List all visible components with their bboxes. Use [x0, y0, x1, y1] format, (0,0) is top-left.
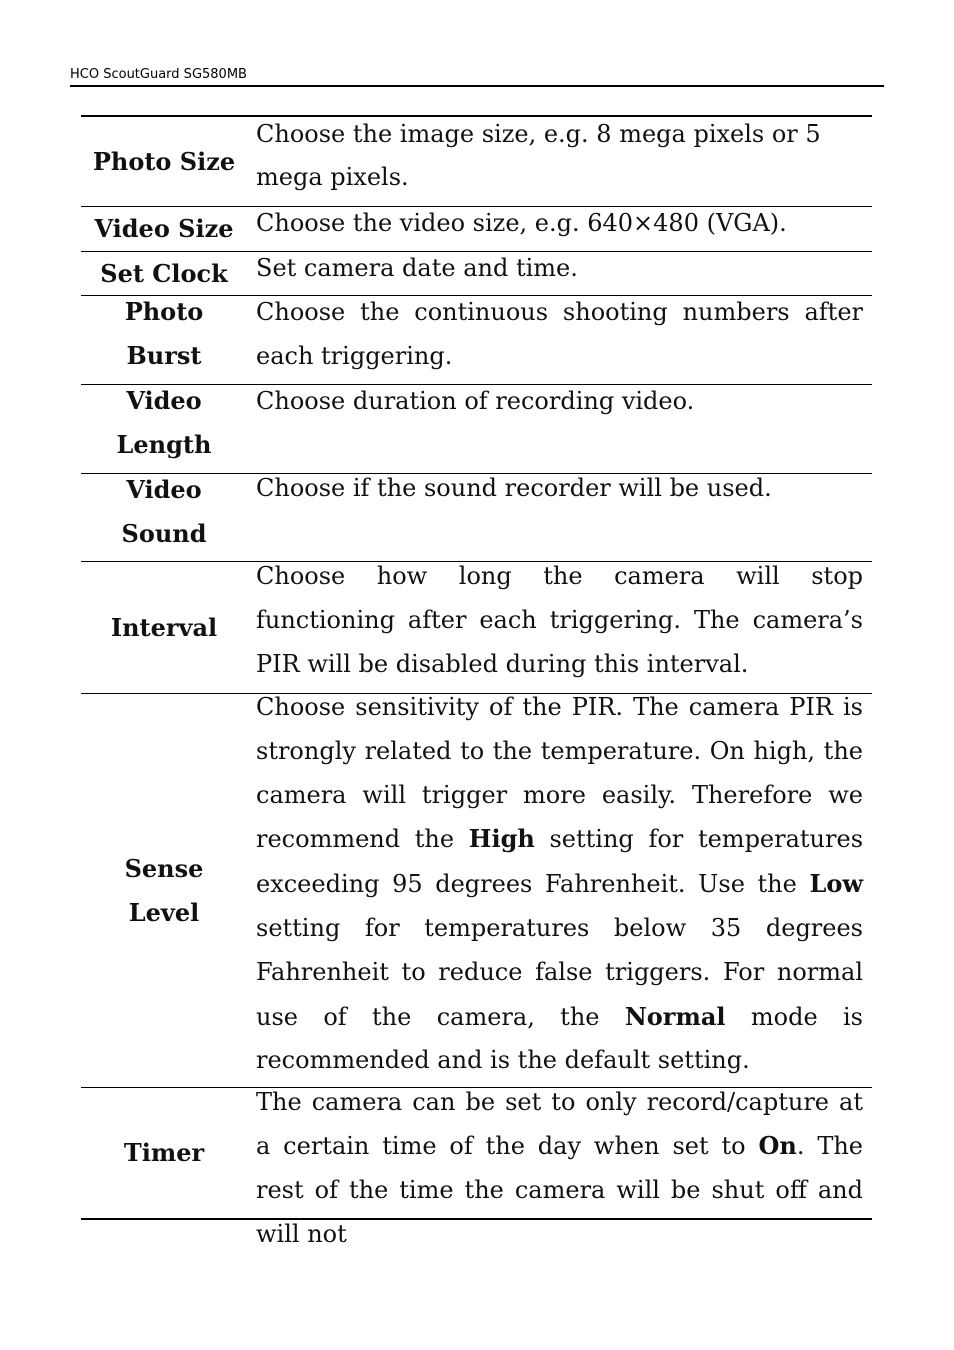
setting-label — [81, 379, 247, 473]
description-text: setting for temperatures below 35 degrees Fahrenheit to reduce false triggers. For normal use of the camera, the — [256, 913, 863, 1031]
description-text: Choose sensitivity of the PIR. The camera PIR is strongly related to the temperature. On high, the camera will trigger more easily. Therefore we recommend the — [256, 693, 863, 854]
table-row-set-clock — [81, 251, 872, 295]
setting-description: Choose if the sound recorder will be used. — [256, 474, 772, 502]
description-text: setting for temperatures exceeding 95 degrees Fahrenheit. Use the — [256, 825, 864, 899]
description-text: mode is recommended and is the default setting. — [256, 1002, 864, 1075]
setting-label-text: Timer — [123, 1138, 205, 1167]
setting-description — [247, 686, 872, 1087]
setting-label — [81, 1088, 247, 1218]
description-text: The camera can be set to only record/capture at a certain time of the day when set to — [256, 1088, 863, 1160]
setting-label-text: Photo Burst — [124, 297, 204, 370]
setting-label — [81, 290, 247, 384]
setting-label-text: Interval — [110, 612, 218, 642]
low-setting-emphasis: Low — [809, 869, 863, 899]
setting-label-text: Video Sound — [121, 475, 207, 548]
setting-description: Choose the continuous shooting numbers after each triggering. — [256, 298, 863, 370]
on-setting-emphasis: On — [758, 1131, 797, 1160]
table-row-video-size — [81, 206, 872, 251]
setting-label — [81, 252, 247, 295]
setting-description: Choose the image size, e.g. 8 mega pixels or 5 mega pixels. — [256, 120, 821, 191]
setting-label-text: Video Length — [116, 386, 212, 459]
description-text: . The rest of the time the camera will be shut off and will not — [256, 1132, 863, 1248]
page-header — [70, 66, 884, 87]
table-row-timer — [81, 1087, 872, 1248]
setting-label-text: Photo Size — [92, 146, 236, 176]
document-title: HCO ScoutGuard SG580MB — [70, 67, 247, 82]
setting-label — [81, 694, 247, 1087]
normal-setting-emphasis: Normal — [624, 1001, 726, 1031]
setting-description: Set camera date and time. — [256, 254, 578, 282]
table-row-photo-size — [81, 117, 872, 206]
setting-description: Choose duration of recording video. — [256, 387, 695, 415]
setting-label-text: Sense Level — [124, 853, 204, 927]
setting-label — [81, 117, 247, 206]
setting-label — [81, 207, 247, 251]
setting-label — [81, 468, 247, 561]
setting-label-text: Set Clock — [100, 258, 228, 288]
table-row-video-sound — [81, 473, 872, 561]
setting-description: Choose how long the camera will stop functioning after each triggering. The camera’s PIR will be disabled during this interval. — [256, 562, 863, 678]
settings-table — [81, 115, 872, 1248]
setting-description: Choose the video size, e.g. 640×480 (VGA). — [256, 209, 787, 237]
setting-description — [247, 1080, 872, 1248]
setting-label — [81, 562, 247, 693]
table-row-sense-level — [81, 693, 872, 1087]
table-row-interval — [81, 561, 872, 693]
setting-label-text: Video Size — [94, 214, 234, 243]
high-setting-emphasis: High — [468, 824, 535, 854]
table-row-video-length — [81, 384, 872, 473]
table-row-photo-burst — [81, 295, 872, 384]
